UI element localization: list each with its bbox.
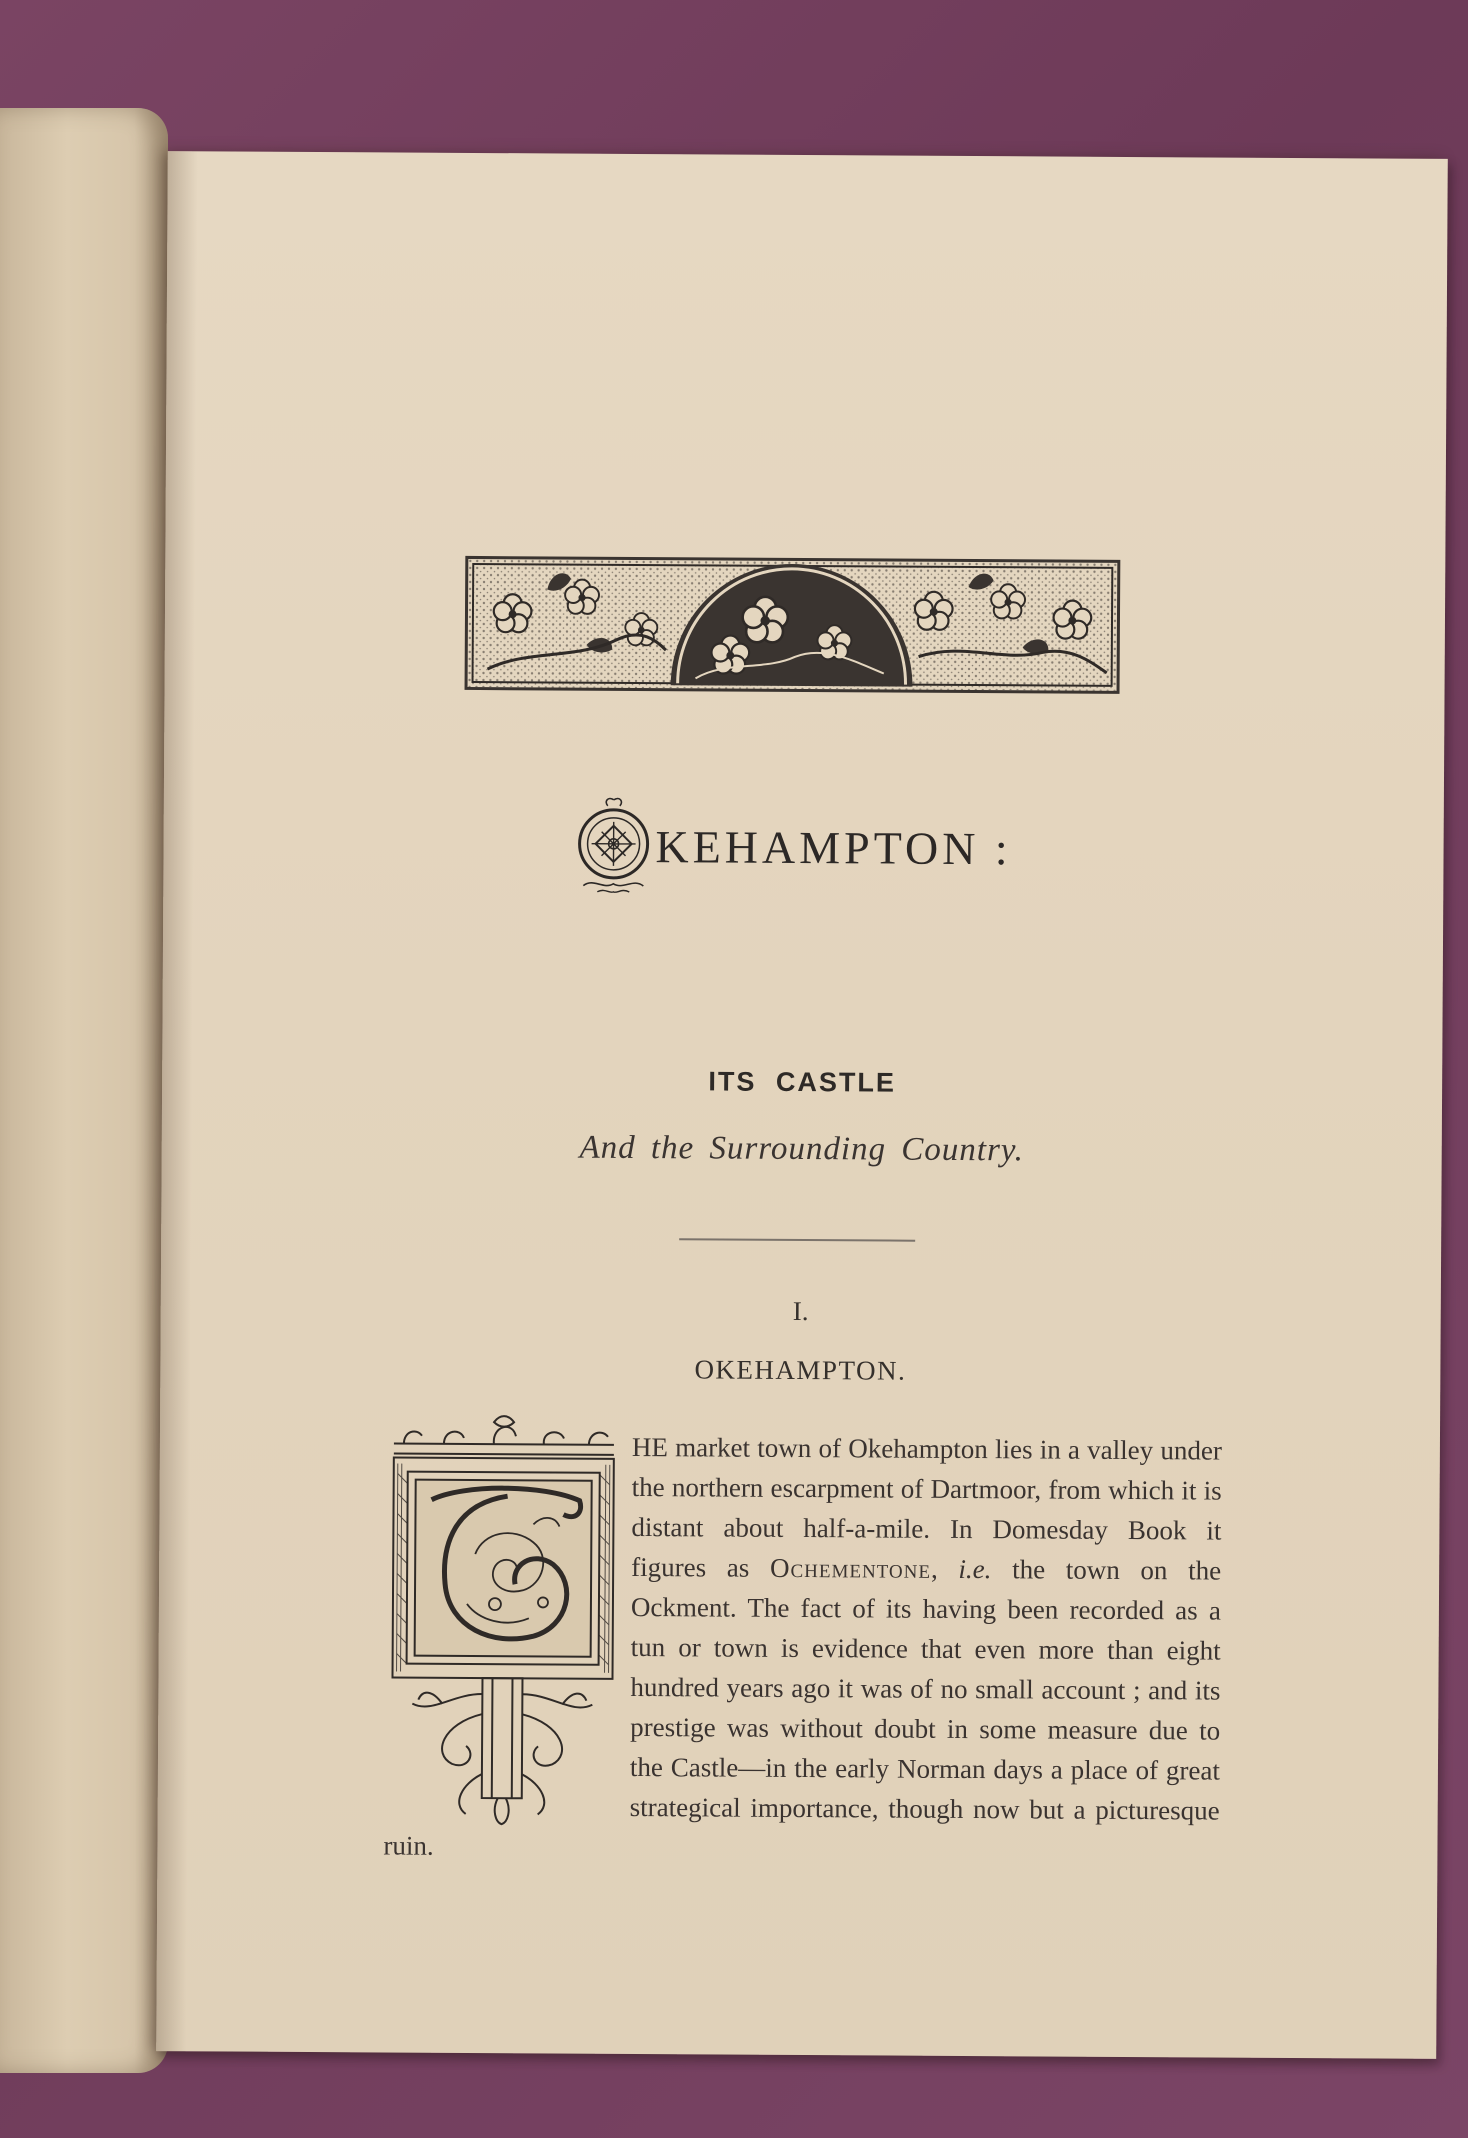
title-text: KEHAMPTON : (655, 820, 1012, 874)
book-page (156, 151, 1448, 2059)
left-page (0, 108, 168, 2073)
page-title (163, 791, 1444, 908)
ie-abbreviation: i.e. (958, 1553, 992, 1585)
body-text-part-2: the town on the Ockment. The fact of its having been recorded as a tun or town is evidence that even more than eight hundred years ago it was of no small account ; and its prestige was without doubt in some measure due to the Castle—in the early Norman days a place of great strategical importance, though now but a picturesque ruin. (383, 1554, 1222, 1861)
section-number: I. (792, 1295, 809, 1327)
ornamental-t-dropcap (382, 1413, 625, 1826)
old-place-name: Ochementone (769, 1552, 932, 1584)
ornamental-o-initial (573, 794, 654, 898)
body-text-part-1: HE market town of Okehampton lies in a valley under the northern escarpment of Dartmoor, from which it is distant about half-a-mile. In Domesday Book it figures as (631, 1431, 1222, 1583)
body-paragraph (383, 1425, 1222, 1870)
divider-rule (679, 1238, 915, 1241)
section-title: OKEHAMPTON. (694, 1354, 907, 1386)
floral-headpiece-ornament (465, 556, 1121, 694)
title-line (573, 794, 1012, 901)
tagline: And the Surrounding Country. (579, 1129, 1025, 1169)
comma: , (930, 1553, 959, 1584)
subtitle: ITS CASTLE (708, 1066, 896, 1098)
